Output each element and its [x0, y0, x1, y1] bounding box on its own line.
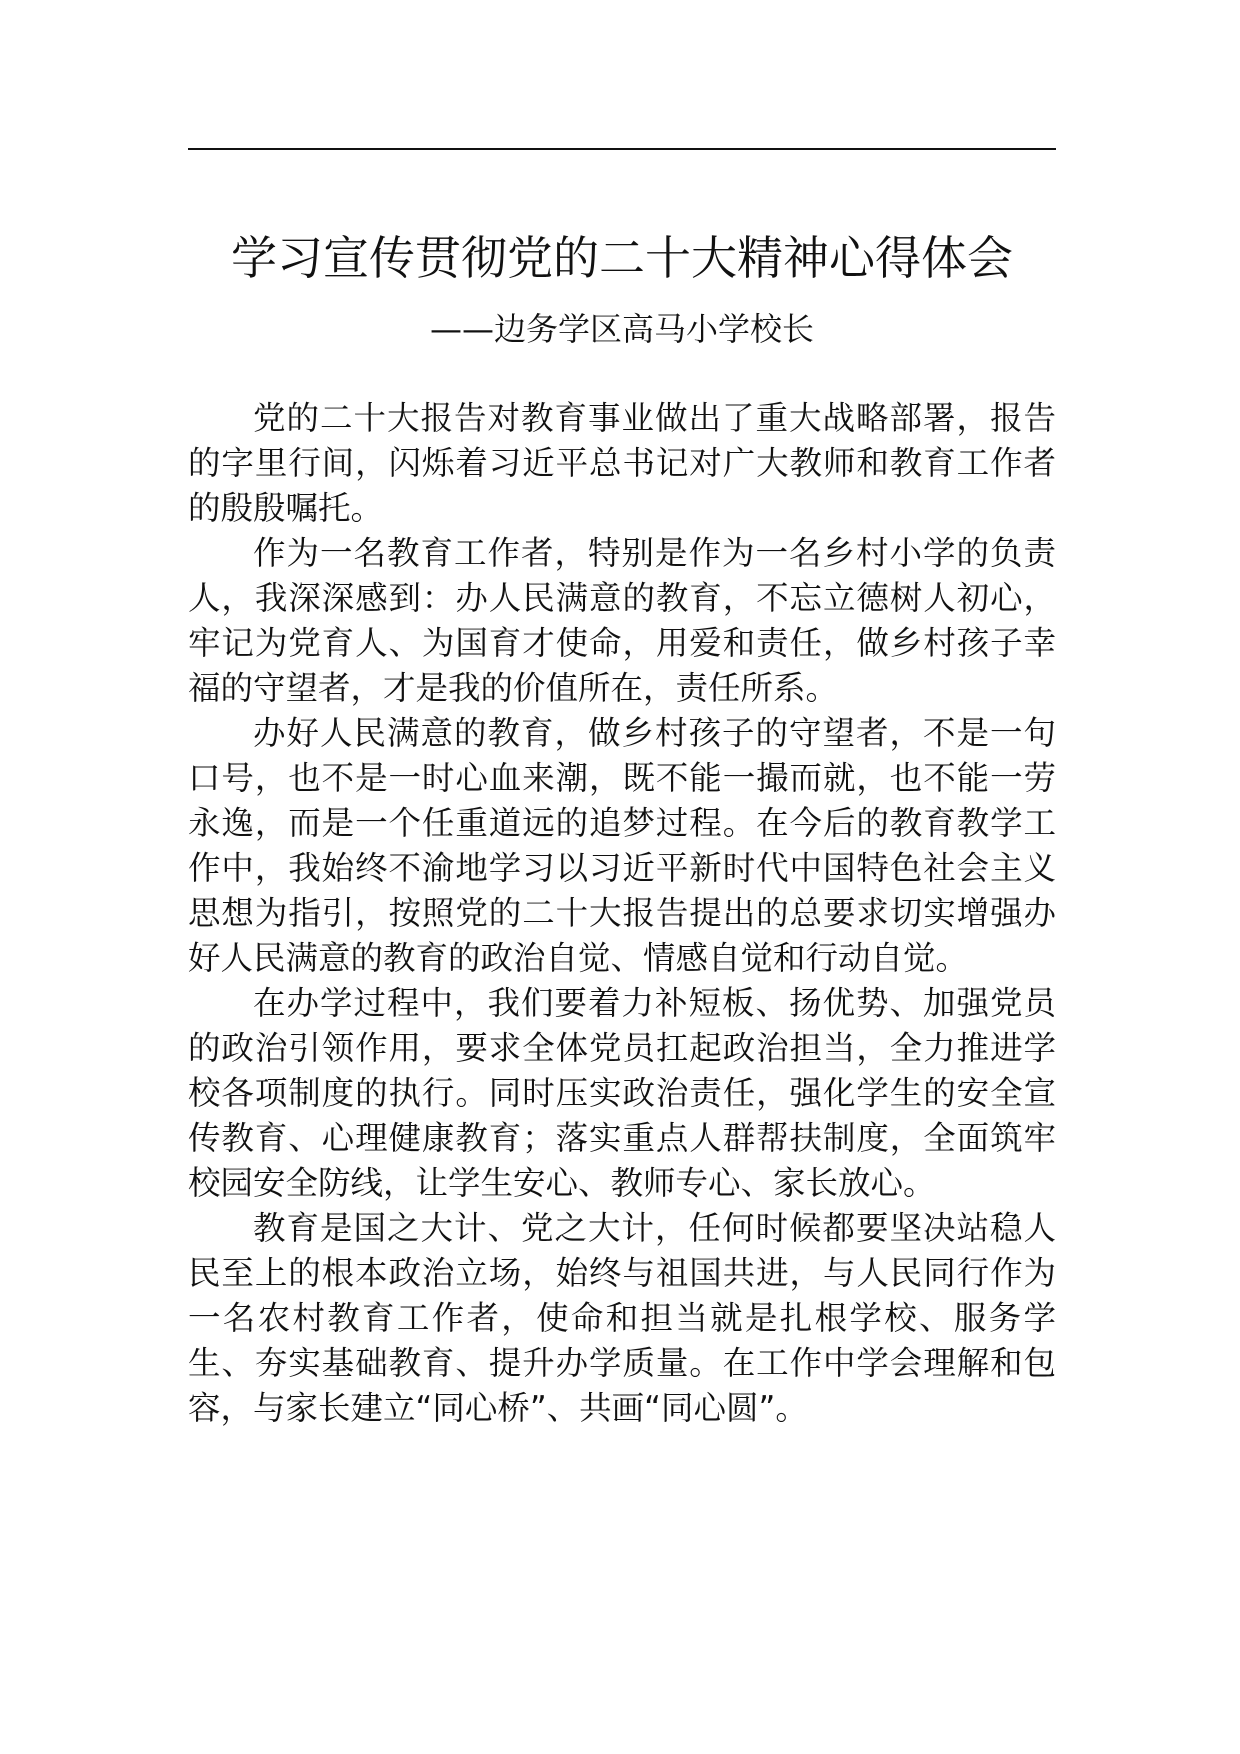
paragraph-2: 作为一名教育工作者，特别是作为一名乡村小学的负责人，我深深感到：办人民满意的教育，不忘立德树人初心，牢记为党育人、为国育才使命，用爱和责任，做乡村孩子幸福的守望者，才是我的价值所在，责任所系。 [188, 534, 1056, 707]
document-subtitle: ——边务学区高马小学校长 [429, 310, 814, 348]
document-title: 学习宣传贯彻党的二十大精神心得体会 [231, 231, 1013, 285]
paragraph-3: 办好人民满意的教育，做乡村孩子的守望者，不是一句口号，也不是一时心血来潮，既不能一撮而就，也不能一劳永逸，而是一个任重道远的追梦过程。在今后的教育教学工作中，我始终不渝地学习以习近平新时代中国特色社会主义思想为指引，按照党的二十大报告提出的总要求切实增强办好人民满意的教育的政治自觉、情感自觉和行动自觉。 [188, 714, 1056, 977]
paragraph-1: 党的二十大报告对教育事业做出了重大战略部署，报告的字里行间，闪烁着习近平总书记对广大教师和教育工作者的殷殷嘱托。 [188, 399, 1056, 527]
header-rule [188, 148, 1056, 150]
document-body [188, 396, 1056, 1431]
paragraph-4: 在办学过程中，我们要着力补短板、扬优势、加强党员的政治引领作用，要求全体党员扛起政治担当，全力推进学校各项制度的执行。同时压实政治责任，强化学生的安全宣传教育、心理健康教育；落实重点人群帮扶制度，全面筑牢校园安全防线，让学生安心、教师专心、家长放心。 [188, 984, 1056, 1202]
paragraph-5: 教育是国之大计、党之大计，任何时候都要坚决站稳人民至上的根本政治立场，始终与祖国共进，与人民同行作为一名农村教育工作者，使命和担当就是扎根学校、服务学生、夯实基础教育、提升办学质量。在工作中学会理解和包容，与家长建立“同心桥”、共画“同心圆”。 [188, 1209, 1056, 1427]
